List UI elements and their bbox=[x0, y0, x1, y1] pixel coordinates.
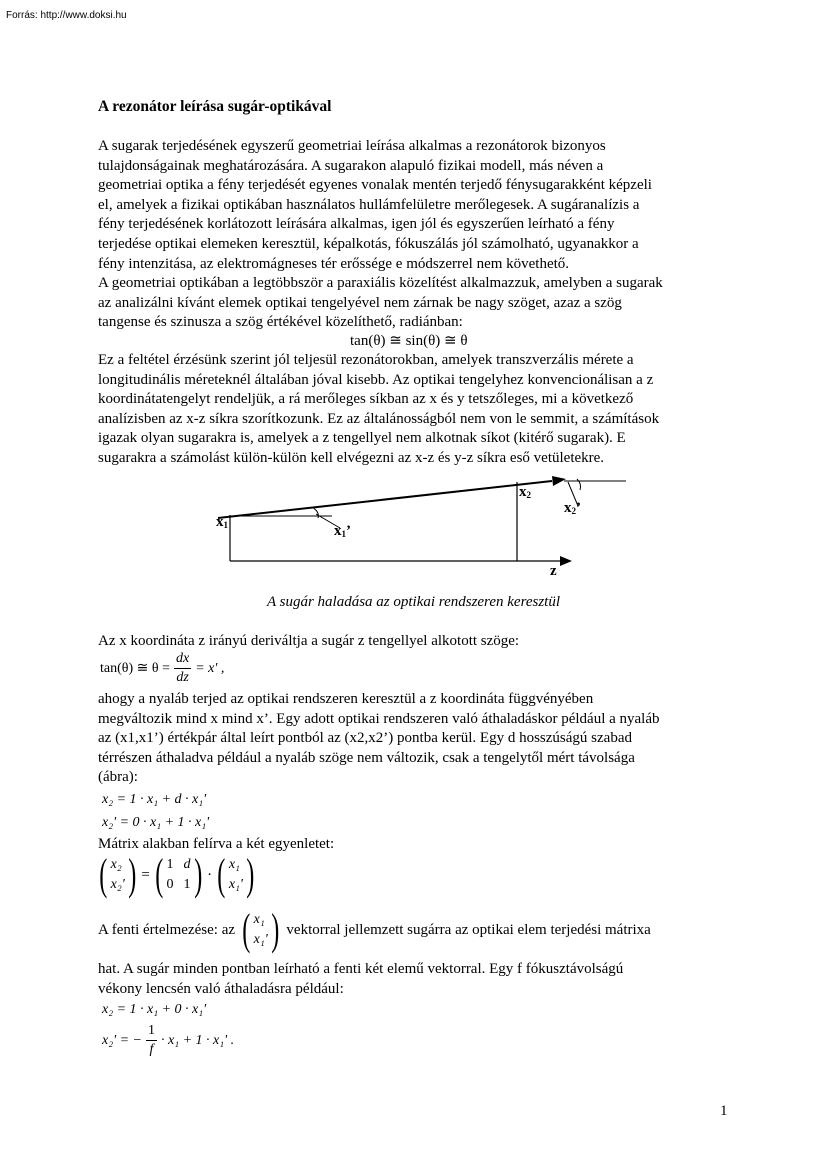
paren-right: ) bbox=[246, 850, 255, 899]
text-fragment: A fenti értelmezése: az bbox=[98, 921, 236, 938]
eq-fraction bbox=[174, 650, 191, 687]
dot-operator: · bbox=[207, 866, 213, 883]
vector-input bbox=[214, 850, 257, 899]
text-line: fény intenzitása, az elektromágneses tér erőssége e módszerrel nem követhető. bbox=[98, 255, 570, 272]
equation-free-2: x₂' = 0 · x₁ + 1 · x₁' bbox=[102, 815, 210, 830]
text-line: A geometriai optikában a legtöbbször a paraxiális közelítést alkalmazzuk, amelyben a sugarak bbox=[98, 275, 663, 292]
text-line: geometriai optika a fény terjedését egyenes vonalak mentén terjedő fénysugarakként képzeli bbox=[98, 177, 652, 194]
text-line: az (x1,x1’) értékpár által leírt pontból az (x2,x2’) pontba kerül. Egy d hosszúságú szabad bbox=[98, 730, 632, 747]
vector-entry: x₁' bbox=[253, 932, 268, 947]
text-line: igazak olyan sugarakra is, amelyek a z tengellyel nem alkotnak síkot (kitérő sugarak). E bbox=[98, 430, 626, 447]
text-line: (ábra): bbox=[98, 769, 138, 786]
text-line: ahogy a nyaláb terjed az optikai rendszeren keresztül a z koordináta függvényében bbox=[98, 691, 594, 707]
fraction-numerator: 1 bbox=[146, 1022, 157, 1041]
text-line: tangense és szinusza a szög értékével közelíthető, radiánban: bbox=[98, 314, 463, 331]
equation-derivative bbox=[100, 650, 224, 687]
text-line: Az x koordináta z irányú deriváltja a sugár z tengellyel alkotott szöge: bbox=[98, 633, 520, 649]
text-line: koordinátatengelyt rendeljük, a rá merőleges síkban az x és y tetszőleges, mi a következő bbox=[98, 391, 634, 408]
fraction-denominator: f bbox=[149, 1042, 154, 1057]
vector-entry: x₂ bbox=[110, 857, 122, 872]
text-line: megváltozik mind x mind x’. Egy adott optikai rendszeren való áthaladáskor például a nyaláb bbox=[98, 710, 660, 727]
matrix-entry: 1 bbox=[183, 877, 191, 892]
eq-fraction bbox=[146, 1022, 157, 1059]
text-line: vékony lencsén való áthaladásra például: bbox=[98, 980, 344, 997]
vector-entry: x₁ bbox=[228, 857, 240, 872]
paragraph-axis bbox=[98, 351, 738, 469]
text-line: longitudinális méreteknél általában jóval kisebb. Az optikai tengelyhez konvencionálisan a z bbox=[98, 371, 654, 388]
equation-lens-2 bbox=[102, 1022, 234, 1059]
matrix-equation bbox=[96, 850, 258, 899]
label-z: z bbox=[550, 563, 557, 579]
equation-paraxial: tan(θ) ≅ sin(θ) ≅ θ bbox=[350, 333, 468, 349]
vector-entry: x₁' bbox=[228, 877, 243, 892]
paragraph-propagation bbox=[98, 690, 738, 788]
vector-inline bbox=[239, 905, 282, 954]
paragraph-interpretation bbox=[98, 905, 651, 954]
fraction-denominator: dz bbox=[176, 670, 189, 685]
matrix-entry: d bbox=[183, 857, 191, 872]
text-line: hat. A sugár minden pontban leírható a fenti két elemű vektorral. Egy f fókusztávolságú bbox=[98, 961, 624, 977]
eq-rhs: · x₁ + 1 · x₁' . bbox=[160, 1032, 235, 1048]
eq-rhs: = x' , bbox=[195, 660, 225, 676]
label-x2: $x_2$ bbox=[519, 484, 531, 500]
page-number: 1 bbox=[720, 1103, 728, 1119]
paren-right: ) bbox=[271, 905, 280, 954]
axis-arrow-icon bbox=[560, 556, 572, 566]
matrix-entry: 1 bbox=[166, 857, 174, 872]
text-line: tulajdonságainak meghatározására. A sugarakon alapuló fizikai modell, más néven a bbox=[98, 157, 604, 174]
page-title: A rezonátor leírása sugár-optikával bbox=[98, 98, 332, 115]
label-x2-prime: $x_2$’ bbox=[564, 500, 581, 516]
text-line: fény terjedésének korlátozott leírására alkalmas, igen jól és egyszerűen leírható a fény bbox=[98, 216, 615, 233]
text-line: analízisben az x-z síkra szorítkozunk. Ez az általánosságból nem von le semmit, a számítások bbox=[98, 410, 660, 427]
paren-left: ( bbox=[99, 850, 108, 899]
label-x1: $x_1$ bbox=[216, 514, 228, 530]
source-note: Forrás: http://www.doksi.hu bbox=[6, 10, 127, 21]
equation-lens-1: x₂ = 1 · x₁ + 0 · x₁' bbox=[102, 1002, 207, 1017]
vector-entry: x₂' bbox=[110, 877, 125, 892]
paragraph-lens bbox=[98, 960, 738, 999]
equals-sign: = bbox=[141, 866, 150, 883]
text-line: terjedése optikai elemeken keresztül, képalkotás, fókuszálás jól számolható, ugyanakkor a bbox=[98, 235, 639, 252]
ray-line bbox=[218, 481, 552, 518]
matrix-entry: 0 bbox=[166, 877, 174, 892]
text-line: Mátrix alakban felírva a két egyenletet: bbox=[98, 836, 335, 852]
text-line: A sugarak terjedésének egyszerű geometriai leírása alkalmas a rezonátorok bizonyos bbox=[98, 138, 606, 154]
ray-arrow-icon bbox=[552, 476, 566, 486]
ray-figure bbox=[180, 470, 640, 585]
figure-caption: A sugár haladása az optikai rendszeren keresztül bbox=[266, 594, 561, 610]
paragraph-derivative bbox=[98, 632, 738, 652]
paren-left: ( bbox=[155, 850, 164, 899]
paren-left: ( bbox=[242, 905, 251, 954]
paren-left: ( bbox=[217, 850, 226, 899]
text-line: sugarakra a számolást külön-külön kell elvégezni az x-z és y-z síkra eső vetületekre. bbox=[98, 449, 605, 466]
text-line: Ez a feltétel érzésünk szerint jól teljesül rezonátorokban, amelyek transzverzális mérete a bbox=[98, 352, 634, 368]
text-line: térrészen áthaladva például a nyaláb szöge nem változik, csak a tengelytől mért távolsága bbox=[98, 749, 635, 766]
paragraph-intro bbox=[98, 137, 738, 333]
eq-lhs: tan(θ) ≅ θ = bbox=[100, 661, 170, 676]
vector-entry: x₁ bbox=[253, 912, 265, 927]
text-fragment: vektorral jellemzett sugárra az optikai elem terjedési mátrixa bbox=[286, 921, 651, 938]
eq-lhs: x₂' = − bbox=[102, 1032, 142, 1048]
vector-output bbox=[96, 850, 139, 899]
text-line: az analizálni kívánt elemek optikai tengelyével nem zárnak be nagy szöget, azaz a szög bbox=[98, 294, 622, 311]
paren-right: ) bbox=[128, 850, 137, 899]
fraction-numerator: dx bbox=[174, 650, 191, 669]
transfer-matrix bbox=[152, 850, 205, 899]
label-x1-prime: $x_1$’ bbox=[334, 523, 351, 539]
text-line: el, amelyek a fizikai optikában használatos hullámfelületre merőlegesek. A sugáranalízis a bbox=[98, 196, 640, 213]
paren-right: ) bbox=[193, 850, 202, 899]
equation-free-1: x₂ = 1 · x₁ + d · x₁' bbox=[102, 792, 207, 807]
